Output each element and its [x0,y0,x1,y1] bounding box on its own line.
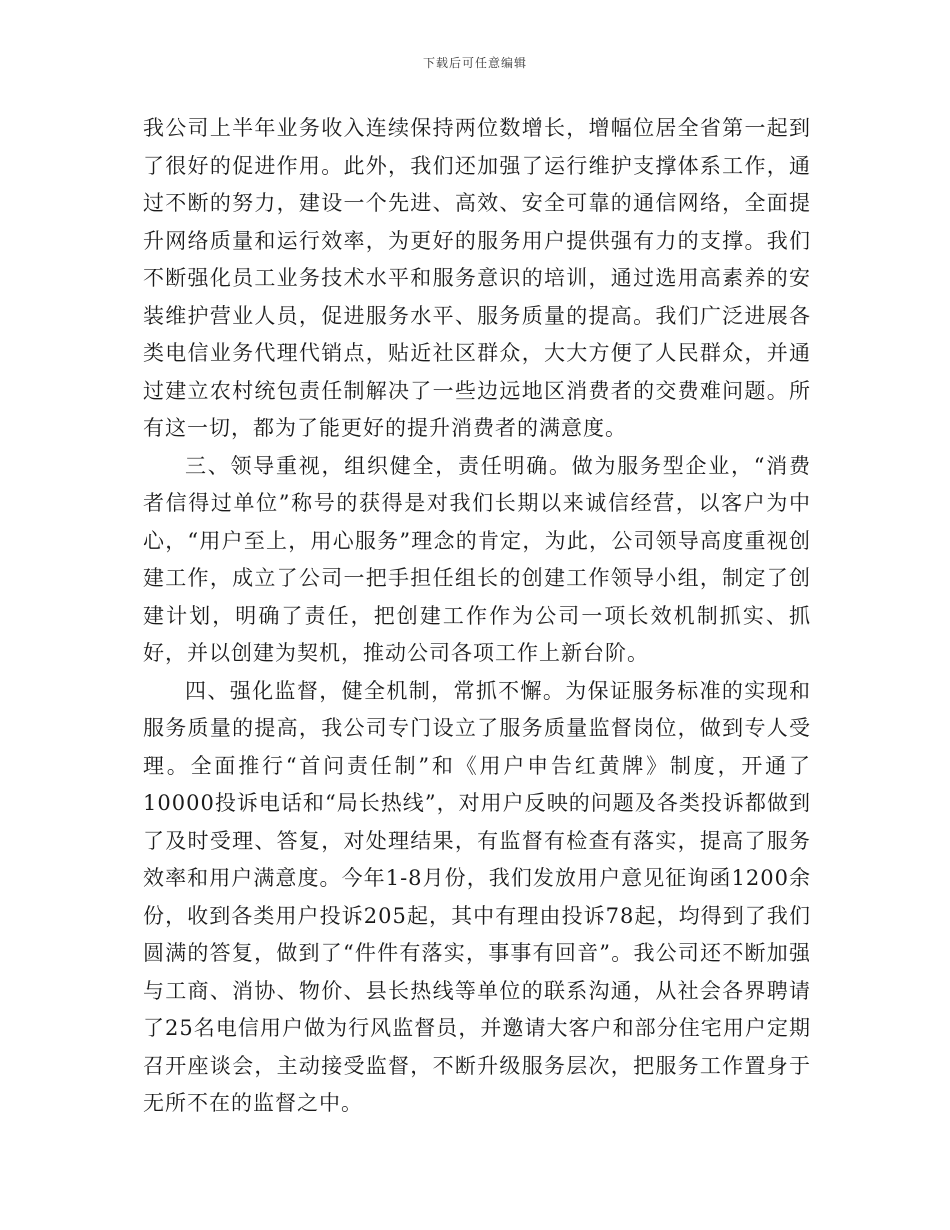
document-body [143,110,811,1123]
paragraph-3: 四、强化监督，健全机制，常抓不懈。为保证服务标准的实现和服务质量的提高，我公司专门设立了服务质量监督岗位，做到专人受理。全面推行“首问责任制”和《用户申告红黄牌》制度，开通了10000投诉电话和“局长热线”，对用户反映的问题及各类投诉都做到了及时受理、答复，对处理结果，有监督有检查有落实，提高了服务效率和用户满意度。今年1-8月份，我们发放用户意见征询函1200余份，收到各类用户投诉205起，其中有理由投诉78起，均得到了我们圆满的答复，做到了“件件有落实，事事有回音”。我公司还不断加强与工商、消协、物价、县长热线等单位的联系沟通，从社会各界聘请了25名电信用户做为行风监督员，并邀请大客户和部分住宅用户定期召开座谈会，主动接受监督，不断升级服务层次，把服务工作置身于无所不在的监督之中。 [143,678,811,1115]
page-header: 下载后可任意编辑 [422,56,527,70]
paragraph-1: 我公司上半年业务收入连续保持两位数增长，增幅位居全省第一起到了很好的促进作用。此外，我们还加强了运行维护支撑体系工作，通过不断的努力，建设一个先进、高效、安全可靠的通信网络，全面提升网络质量和运行效率，为更好的服务用户提供强有力的支撑。我们不断强化员工业务技术水平和服务意识的培训，通过选用高素养的安装维护营业人员，促进服务水平、服务质量的提高。我们广泛进展各类电信业务代理代销点，贴近社区群众，大大方便了人民群众，并通过建立农村统包责任制解决了一些边远地区消费者的交费难问题。所有这一切，都为了能更好的提升消费者的满意度。 [143,116,811,440]
paragraph-2: 三、领导重视，组织健全，责任明确。做为服务型企业，“消费者信得过单位”称号的获得是对我们长期以来诚信经营，以客户为中心，“用户至上，用心服务”理念的肯定，为此，公司领导高度重视创建工作，成立了公司一把手担任组长的创建工作领导小组，制定了创建计划，明确了责任，把创建工作作为公司一项长效机制抓实、抓好，并以创建为契机，推动公司各项工作上新台阶。 [143,453,811,665]
